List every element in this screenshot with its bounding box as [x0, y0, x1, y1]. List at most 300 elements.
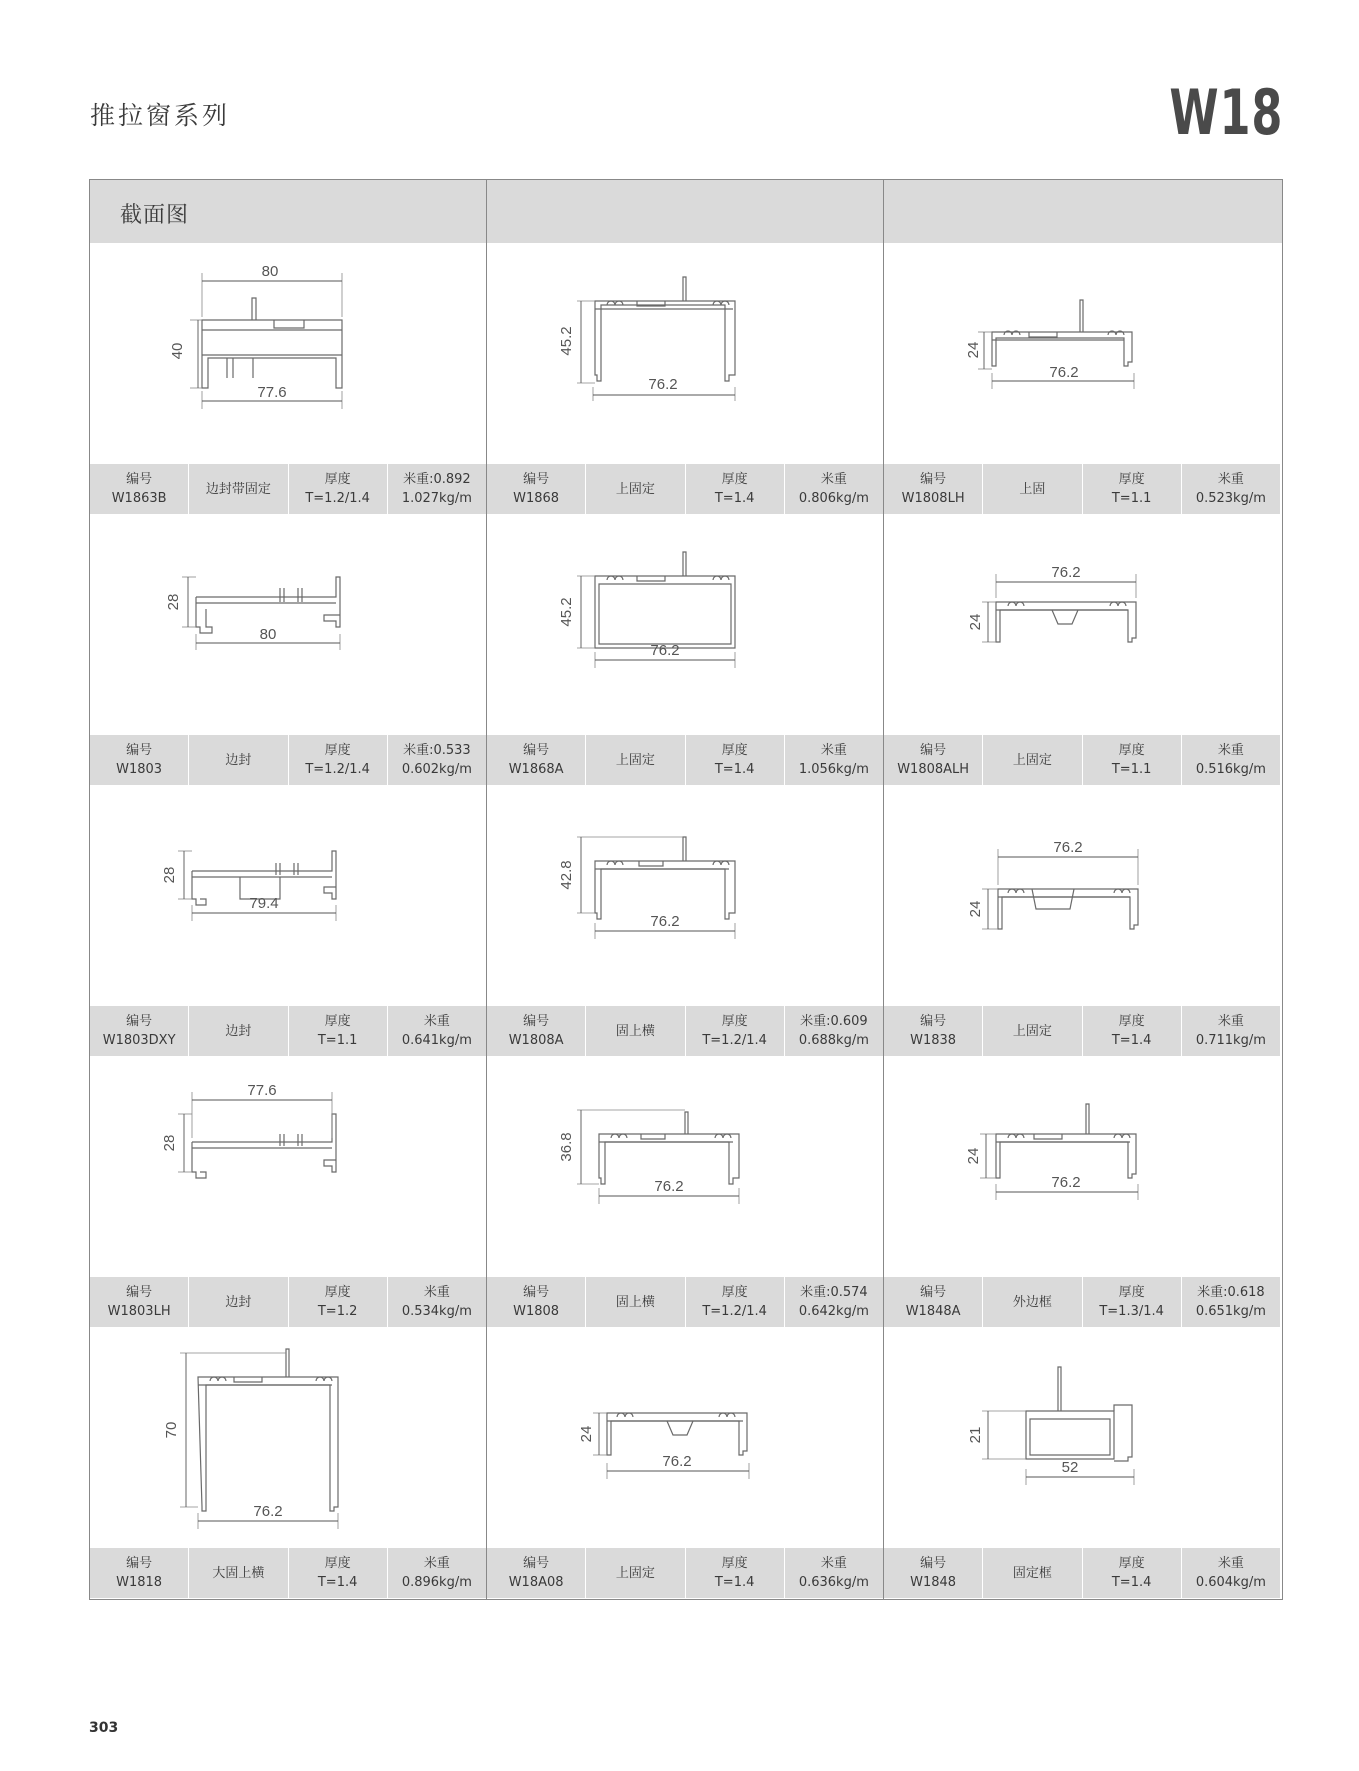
- profile-outline: [196, 577, 340, 627]
- code-cell: [487, 1277, 586, 1327]
- dimension-label: 76.2: [648, 376, 678, 393]
- thickness-cell: [686, 464, 785, 514]
- spec-strip: [487, 735, 883, 785]
- dimension-label: 76.2: [1053, 839, 1083, 856]
- weight-line-2: 0.651kg/m: [1195, 1304, 1266, 1319]
- code-cell: [90, 464, 189, 514]
- weight-line-1: 米重: [423, 1556, 450, 1571]
- cross-section-drawing: [487, 785, 883, 1006]
- profile-name: 边封带固定: [205, 481, 271, 497]
- name-cell: [189, 735, 288, 785]
- name-cell: [586, 735, 685, 785]
- name-cell: [586, 1548, 685, 1598]
- profile-outline: [683, 837, 686, 861]
- code-cell: [487, 1548, 586, 1598]
- weight-cell: [388, 1006, 486, 1056]
- profile-outline: [639, 861, 663, 866]
- cross-section-drawing: [90, 1327, 486, 1548]
- profile-outline: [1030, 1419, 1110, 1455]
- profile-cell: [884, 243, 1280, 514]
- name-cell: [189, 1006, 288, 1056]
- code-label: 编号: [920, 1285, 947, 1300]
- spec-strip: [90, 464, 486, 514]
- profile-diagram: [487, 1056, 883, 1277]
- name-cell: [586, 464, 685, 514]
- dimension-label: 80: [261, 263, 279, 280]
- profile-cell: [487, 243, 883, 514]
- thickness-value: T=1.2/1.4: [305, 491, 370, 506]
- profile-outline: [280, 1134, 302, 1146]
- dimension-label: 76.2: [650, 642, 680, 659]
- code-label: 编号: [126, 1285, 153, 1300]
- thickness-cell: [1083, 1006, 1182, 1056]
- weight-cell: [388, 735, 486, 785]
- code-label: 编号: [523, 1285, 550, 1300]
- dimension-label: 24: [967, 900, 984, 918]
- profile-name: 边封: [225, 1023, 252, 1039]
- cross-section-drawing: [90, 1056, 486, 1277]
- name-cell: [189, 1277, 288, 1327]
- profile-name: 大固上横: [212, 1565, 265, 1581]
- name-cell: [983, 1548, 1082, 1598]
- code-cell: [884, 1548, 983, 1598]
- profile-cell: [90, 785, 486, 1056]
- profile-outline: [685, 1112, 688, 1134]
- weight-cell: [1182, 464, 1280, 514]
- code-cell: [90, 1277, 189, 1327]
- thickness-label: 厚度: [721, 1556, 748, 1571]
- weight-cell: [388, 1277, 486, 1327]
- thickness-cell: [289, 1006, 388, 1056]
- section-label: 截面图: [120, 203, 190, 228]
- weight-line-2: 0.636kg/m: [798, 1575, 869, 1590]
- code-label: 编号: [126, 1556, 153, 1571]
- weight-line-1: 米重:0.574: [800, 1285, 868, 1300]
- profile-outline: [1086, 1104, 1089, 1134]
- weight-line-2: 0.896kg/m: [401, 1575, 472, 1590]
- code-label: 编号: [523, 1556, 550, 1571]
- profile-diagram: [90, 243, 486, 464]
- spec-strip: [90, 735, 486, 785]
- weight-line-1: 米重: [820, 743, 847, 758]
- profile-code: W1808LH: [901, 491, 965, 506]
- thickness-value: T=1.4: [317, 1575, 358, 1590]
- thickness-cell: [289, 1548, 388, 1598]
- profile-code: W1838: [910, 1033, 957, 1048]
- code-label: 编号: [523, 1014, 550, 1029]
- profile-diagram: [884, 785, 1280, 1006]
- thickness-value: T=1.4: [714, 491, 755, 506]
- profile-name: 上固定: [615, 1565, 655, 1581]
- dimension-label: 77.6: [247, 1082, 277, 1099]
- thickness-label: 厚度: [1118, 743, 1145, 758]
- weight-cell: [785, 464, 883, 514]
- spec-strip: [884, 1006, 1280, 1056]
- weight-line-1: 米重: [1217, 472, 1244, 487]
- thickness-label: 厚度: [721, 472, 748, 487]
- profile-diagram: [90, 785, 486, 1006]
- code-label: 编号: [126, 1014, 153, 1029]
- name-cell: [189, 464, 288, 514]
- thickness-cell: [1083, 464, 1182, 514]
- code-cell: [884, 1006, 983, 1056]
- weight-cell: [388, 464, 486, 514]
- thickness-cell: [686, 735, 785, 785]
- profile-cell: [487, 514, 883, 785]
- weight-line-2: 0.523kg/m: [1195, 491, 1266, 506]
- thickness-cell: [686, 1006, 785, 1056]
- thickness-label: 厚度: [1118, 1285, 1145, 1300]
- spec-strip: [884, 1548, 1280, 1598]
- dimension-label: 28: [161, 866, 178, 884]
- weight-line-1: 米重:0.533: [403, 743, 471, 758]
- profile-diagram: [487, 1327, 883, 1548]
- thickness-value: T=1.4: [714, 1575, 755, 1590]
- model-code: W18: [1169, 76, 1283, 149]
- profile-outline: [1026, 1411, 1114, 1459]
- spec-strip: [90, 1277, 486, 1327]
- thickness-cell: [686, 1277, 785, 1327]
- spec-strip: [487, 1548, 883, 1598]
- code-label: 编号: [920, 1556, 947, 1571]
- thickness-label: 厚度: [324, 1556, 351, 1571]
- weight-line-2: 0.534kg/m: [401, 1304, 472, 1319]
- dimension-label: 45.2: [558, 326, 575, 356]
- profile-cell: [90, 514, 486, 785]
- thickness-label: 厚度: [1118, 1556, 1145, 1571]
- spec-strip: [90, 1006, 486, 1056]
- dimension-label: 24: [967, 613, 984, 631]
- thickness-value: T=1.4: [1111, 1575, 1152, 1590]
- code-cell: [487, 735, 586, 785]
- thickness-value: T=1.4: [1111, 1033, 1152, 1048]
- thickness-label: 厚度: [1118, 1014, 1145, 1029]
- dimension-label: 24: [965, 341, 982, 359]
- weight-line-1: 米重: [820, 472, 847, 487]
- profile-outline: [683, 552, 686, 576]
- dimension-label: 76.2: [662, 1453, 692, 1470]
- spec-strip: [487, 1277, 883, 1327]
- dimension-label: 36.8: [558, 1132, 575, 1162]
- weight-line-2: 0.641kg/m: [401, 1033, 472, 1048]
- profile-outline: [607, 301, 623, 305]
- weight-line-1: 米重: [820, 1556, 847, 1571]
- thickness-value: T=1.2/1.4: [702, 1304, 767, 1319]
- dimension-label: 42.8: [558, 860, 575, 890]
- profile-outline: [1032, 889, 1074, 909]
- profile-cell: [884, 785, 1280, 1056]
- thickness-value: T=1.1: [317, 1033, 358, 1048]
- profile-outline: [683, 277, 686, 301]
- code-label: 编号: [920, 743, 947, 758]
- name-cell: [983, 735, 1082, 785]
- dimension-label: 76.2: [1051, 564, 1081, 581]
- profile-outline: [599, 584, 731, 644]
- profile-outline: [1114, 1405, 1132, 1461]
- profile-diagram: [487, 785, 883, 1006]
- profile-diagram: [90, 514, 486, 735]
- profile-cell: [487, 1056, 883, 1327]
- code-label: 编号: [126, 472, 153, 487]
- thickness-value: T=1.1: [1111, 762, 1152, 777]
- profile-code: W1848: [910, 1575, 957, 1590]
- profile-outline: [996, 1134, 1136, 1178]
- thickness-cell: [289, 464, 388, 514]
- thickness-cell: [1083, 1548, 1182, 1598]
- thickness-cell: [289, 1277, 388, 1327]
- thickness-value: T=1.2/1.4: [305, 762, 370, 777]
- profile-outline: [192, 871, 206, 905]
- profile-diagram: [90, 1327, 486, 1548]
- profile-cell: [487, 785, 883, 1056]
- profile-code: W1868A: [508, 762, 564, 777]
- thickness-value: T=1.1: [1111, 491, 1152, 506]
- thickness-label: 厚度: [324, 472, 351, 487]
- thickness-value: T=1.3/1.4: [1099, 1304, 1164, 1319]
- weight-line-1: 米重: [1217, 1556, 1244, 1571]
- code-cell: [487, 1006, 586, 1056]
- profile-outline: [1058, 1367, 1061, 1411]
- dimension-label: 70: [163, 1421, 180, 1439]
- profile-outline: [607, 1413, 747, 1455]
- name-cell: [983, 1006, 1082, 1056]
- code-label: 编号: [523, 472, 550, 487]
- weight-line-2: 0.602kg/m: [401, 762, 472, 777]
- weight-line-2: 0.604kg/m: [1195, 1575, 1266, 1590]
- profile-code: W1868: [513, 491, 560, 506]
- dimension-label: 76.2: [1049, 364, 1079, 381]
- profile-outline: [274, 320, 304, 328]
- profile-diagram: [884, 243, 1280, 464]
- cross-section-drawing: [90, 243, 486, 464]
- name-cell: [189, 1548, 288, 1598]
- cross-section-drawing: [884, 1327, 1280, 1548]
- weight-line-1: 米重:0.609: [800, 1014, 868, 1029]
- profile-outline: [595, 861, 735, 919]
- thickness-value: T=1.2: [317, 1304, 358, 1319]
- weight-line-1: 米重: [423, 1285, 450, 1300]
- name-cell: [586, 1277, 685, 1327]
- profile-name: 边封: [225, 1294, 252, 1310]
- profile-outline: [280, 588, 302, 602]
- profile-code: W1848A: [905, 1304, 961, 1319]
- dimension-label: 40: [169, 342, 186, 360]
- profile-outline: [996, 602, 1136, 642]
- cross-section-drawing: [487, 514, 883, 735]
- profile-cell: [884, 1327, 1280, 1598]
- profile-code: W1808ALH: [897, 762, 970, 777]
- code-cell: [884, 464, 983, 514]
- spec-strip: [90, 1548, 486, 1598]
- code-label: 编号: [920, 472, 947, 487]
- profile-cell: [884, 514, 1280, 785]
- dimension-label: 24: [578, 1425, 595, 1443]
- profile-name: 外边框: [1012, 1294, 1052, 1310]
- profile-catalog-grid: [89, 179, 1283, 1600]
- code-label: 编号: [523, 743, 550, 758]
- profile-outline: [595, 301, 735, 381]
- profile-outline: [1034, 1134, 1062, 1139]
- weight-cell: [785, 1006, 883, 1056]
- profile-name: 上固定: [615, 481, 655, 497]
- weight-cell: [1182, 1548, 1280, 1598]
- profile-outline: [992, 332, 1132, 366]
- thickness-label: 厚度: [324, 1285, 351, 1300]
- profile-cell: [90, 243, 486, 514]
- profile-code: W1808A: [508, 1033, 564, 1048]
- profile-cell: [90, 1327, 486, 1598]
- dimension-label: 77.6: [257, 384, 287, 401]
- profile-outline: [667, 1421, 693, 1435]
- profile-code: W18A08: [508, 1575, 564, 1590]
- thickness-label: 厚度: [324, 1014, 351, 1029]
- profile-diagram: [884, 1327, 1280, 1548]
- dimension-label: 76.2: [253, 1503, 283, 1520]
- profile-diagram: [487, 243, 883, 464]
- profile-code: W1803LH: [107, 1304, 171, 1319]
- weight-cell: [785, 735, 883, 785]
- dimension-label: 28: [165, 593, 182, 611]
- profile-outline: [595, 576, 735, 648]
- weight-line-1: 米重:0.892: [403, 472, 471, 487]
- spec-strip: [487, 464, 883, 514]
- profile-name: 边封: [225, 752, 252, 768]
- spec-strip: [884, 735, 1280, 785]
- cross-section-drawing: [884, 243, 1280, 464]
- page-number: 303: [89, 1720, 119, 1736]
- profile-name: 上固定: [1012, 752, 1052, 768]
- profile-code: W1803: [116, 762, 163, 777]
- weight-cell: [1182, 1277, 1280, 1327]
- thickness-cell: [686, 1548, 785, 1598]
- profile-outline: [192, 851, 336, 899]
- code-cell: [884, 1277, 983, 1327]
- profile-cell: [487, 1327, 883, 1598]
- thickness-label: 厚度: [1118, 472, 1145, 487]
- code-cell: [90, 1548, 189, 1598]
- header-band: [90, 180, 1282, 243]
- weight-line-2: 0.711kg/m: [1195, 1033, 1266, 1048]
- weight-cell: [1182, 735, 1280, 785]
- cross-section-drawing: [487, 1056, 883, 1277]
- profile-cell: [90, 1056, 486, 1327]
- code-cell: [90, 735, 189, 785]
- profile-outline: [637, 576, 665, 581]
- cross-section-drawing: [884, 1056, 1280, 1277]
- dimension-label: 45.2: [558, 597, 575, 627]
- code-label: 编号: [126, 743, 153, 758]
- weight-cell: [1182, 1006, 1280, 1056]
- profile-name: 固定框: [1012, 1565, 1052, 1581]
- cross-section-drawing: [487, 243, 883, 464]
- profile-outline: [1029, 332, 1057, 337]
- weight-line-2: 0.806kg/m: [798, 491, 869, 506]
- thickness-label: 厚度: [721, 1285, 748, 1300]
- profile-outline: [641, 1134, 665, 1139]
- profile-code: W1808: [513, 1304, 560, 1319]
- cross-section-drawing: [90, 785, 486, 1006]
- name-cell: [983, 464, 1082, 514]
- weight-line-1: 米重: [1217, 1014, 1244, 1029]
- code-label: 编号: [920, 1014, 947, 1029]
- profile-name: 固上横: [615, 1023, 655, 1039]
- cross-section-drawing: [884, 514, 1280, 735]
- thickness-cell: [1083, 1277, 1182, 1327]
- thickness-cell: [1083, 735, 1182, 785]
- profile-name: 固上横: [615, 1294, 655, 1310]
- profile-name: 上固: [1019, 481, 1046, 497]
- thickness-label: 厚度: [324, 743, 351, 758]
- weight-cell: [388, 1548, 486, 1598]
- weight-line-1: 米重: [423, 1014, 450, 1029]
- profile-diagram: [487, 514, 883, 735]
- profile-outline: [1052, 610, 1078, 624]
- profile-cell: [884, 1056, 1280, 1327]
- dimension-label: 76.2: [654, 1178, 684, 1195]
- dimension-label: 21: [967, 1426, 984, 1444]
- spec-strip: [884, 464, 1280, 514]
- weight-line-2: 0.688kg/m: [798, 1033, 869, 1048]
- dimension-label: 52: [1061, 1459, 1079, 1476]
- cross-section-drawing: [487, 1327, 883, 1548]
- profile-outline: [713, 301, 729, 305]
- weight-line-2: 0.516kg/m: [1195, 762, 1266, 777]
- weight-cell: [785, 1548, 883, 1598]
- dimension-label: 76.2: [650, 913, 680, 930]
- thickness-value: T=1.2/1.4: [702, 1033, 767, 1048]
- weight-cell: [785, 1277, 883, 1327]
- weight-line-1: 米重:0.618: [1197, 1285, 1265, 1300]
- profile-outline: [276, 863, 298, 875]
- dimension-label: 76.2: [1051, 1174, 1081, 1191]
- profile-diagram: [884, 1056, 1280, 1277]
- cross-section-drawing: [90, 514, 486, 735]
- profile-name: 上固定: [615, 752, 655, 768]
- thickness-value: T=1.4: [714, 762, 755, 777]
- dimension-label: 24: [965, 1147, 982, 1165]
- series-title: 推拉窗系列: [90, 101, 231, 130]
- profile-code: W1803DXY: [102, 1033, 176, 1048]
- weight-line-2: 0.642kg/m: [798, 1304, 869, 1319]
- name-cell: [586, 1006, 685, 1056]
- profile-outline: [192, 1114, 336, 1172]
- dimension-label: 79.4: [249, 895, 279, 912]
- profile-outline: [234, 1377, 262, 1382]
- cross-section-drawing: [884, 785, 1280, 1006]
- thickness-label: 厚度: [721, 1014, 748, 1029]
- profile-outline: [198, 1377, 338, 1511]
- spec-strip: [884, 1277, 1280, 1327]
- dimension-label: 28: [161, 1134, 178, 1152]
- name-cell: [983, 1277, 1082, 1327]
- code-cell: [884, 735, 983, 785]
- profile-code: W1863B: [111, 491, 167, 506]
- weight-line-1: 米重: [1217, 743, 1244, 758]
- code-cell: [90, 1006, 189, 1056]
- thickness-label: 厚度: [721, 743, 748, 758]
- code-cell: [487, 464, 586, 514]
- profile-outline: [286, 1349, 289, 1377]
- profile-name: 上固定: [1012, 1023, 1052, 1039]
- profile-outline: [1080, 300, 1083, 332]
- profile-outline: [227, 358, 253, 378]
- dimension-label: 80: [259, 626, 277, 643]
- thickness-cell: [289, 735, 388, 785]
- profile-diagram: [90, 1056, 486, 1277]
- weight-line-2: 1.056kg/m: [798, 762, 869, 777]
- profile-diagram: [884, 514, 1280, 735]
- profile-code: W1818: [116, 1575, 163, 1590]
